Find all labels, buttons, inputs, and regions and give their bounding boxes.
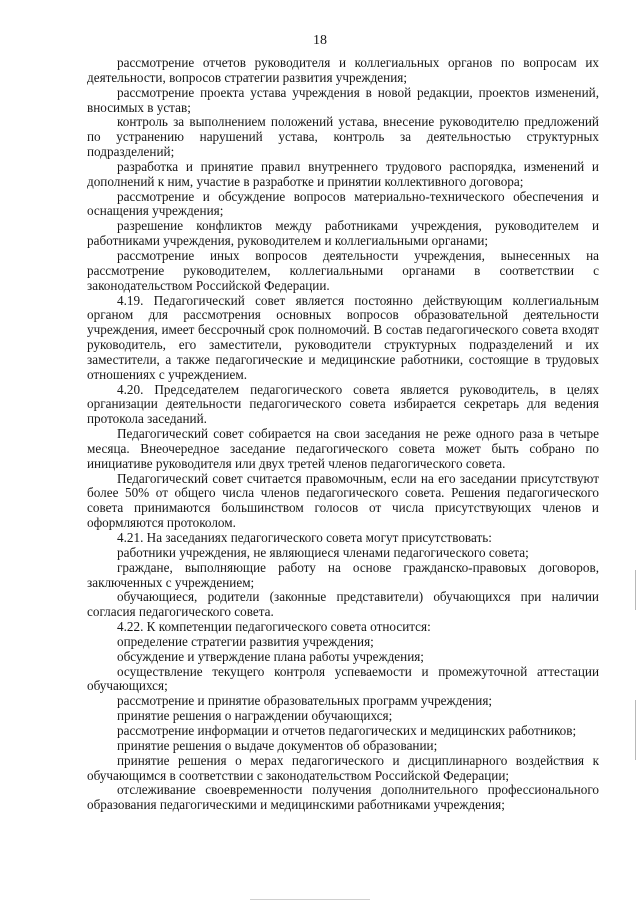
paragraph: определение стратегии развития учреждения; <box>117 633 374 649</box>
paragraph: отслеживание своевременности получения дополнительного профессионального образования педагогическими и медицинскими работниками учреждения; <box>87 782 599 813</box>
paragraph: Педагогический совет считается правомочным, если на его заседании присутствуют более 50% от общего числа членов педагогического совета. Решения педагогического совета принимаются большинством голосов от числа присутствующих членов и оформляются протоколом. <box>87 470 599 531</box>
paragraph: принятие решения о мерах педагогического и дисциплинарного воздействия к обучающимся в соответствии с законодательством Российской Федерации; <box>87 752 599 783</box>
paragraph: рассмотрение проекта устава учреждения в новой редакции, проектов изменений, вносимых в устав; <box>87 84 599 115</box>
page-number: 18 <box>313 33 327 48</box>
paragraph: рассмотрение информации и отчетов педагогических и медицинских работников; <box>117 722 577 738</box>
paragraph-4-21: 4.21. На заседаниях педагогического совета могут присутствовать: <box>117 530 492 545</box>
paragraph: рассмотрение отчетов руководителя и коллегиальных органов по вопросам их деятельности, вопросов стратегии развития учреждения; <box>87 55 599 85</box>
paragraph: разработка и принятие правил внутреннего трудового распорядка, изменений и дополнений к ним, участие в разработке и принятии коллективного договора; <box>87 158 599 189</box>
paragraph: принятие решения о награждении обучающихся; <box>117 708 393 724</box>
paragraph: обсуждение и утверждение плана работы учреждения; <box>117 648 424 664</box>
paragraph: работники учреждения, не являющиеся членами педагогического совета; <box>117 544 529 560</box>
paragraph: граждане, выполняющие работу на основе гражданско-правовых договоров, заключенных с учреждением; <box>87 559 599 590</box>
paragraph: обучающиеся, родители (законные представители) обучающихся при наличии согласия педагогического совета. <box>87 589 599 620</box>
paragraph: рассмотрение и принятие образовательных программ учреждения; <box>117 693 493 709</box>
paragraph: осуществление текущего контроля успеваемости и промежуточной аттестации обучающихся; <box>87 663 599 694</box>
scan-edge-mark <box>635 570 636 610</box>
paragraph: принятие решения о выдаче документов об образовании; <box>117 737 438 753</box>
paragraph: контроль за выполнением положений устава, внесение руководителю предложений по устранению нарушений устава, контроль за деятельностью структурных подразделений; <box>87 114 599 160</box>
paragraph: Педагогический совет собирается на свои заседания не реже одного раза в четыре месяца. Внеочередное заседание педагогического совета может быть собрано по инициативе руководителя или двух третей членов педагогического совета. <box>87 426 599 471</box>
scan-edge-mark <box>635 700 636 760</box>
paragraph-4-19: 4.19. Педагогический совет является постоянно действующим коллегиальным органом для рассмотрения основных вопросов образовательной деятельности учреждения, имеет бессрочный срок полномочий. В состав педагогического совета входят руководитель, его заместители, руководители структурных подразделений и их заместители, а также педагогические и медицинские работники, состоящие в трудовых отношениях с учреждением. <box>87 292 599 382</box>
paragraph-4-22: 4.22. К компетенции педагогического совета относится: <box>117 619 431 635</box>
scan-artifact-line <box>250 899 370 900</box>
paragraph: рассмотрение и обсуждение вопросов материально-технического обеспечения и оснащения учреждения; <box>87 188 599 219</box>
paragraph-4-20: 4.20. Председателем педагогического совета является руководитель, в целях организации деятельности педагогического совета избирается секретарь для ведения протокола заседаний. <box>87 381 599 427</box>
paragraph: рассмотрение иных вопросов деятельности учреждения, вынесенных на рассмотрение руководителем, коллегиальными органами в соответствии с законодательством Российской Федерации. <box>87 247 599 293</box>
paragraph: разрешение конфликтов между работниками учреждения, руководителем и работниками учреждения, руководителем и коллегиальными органами; <box>87 218 599 249</box>
body-text <box>87 56 599 813</box>
